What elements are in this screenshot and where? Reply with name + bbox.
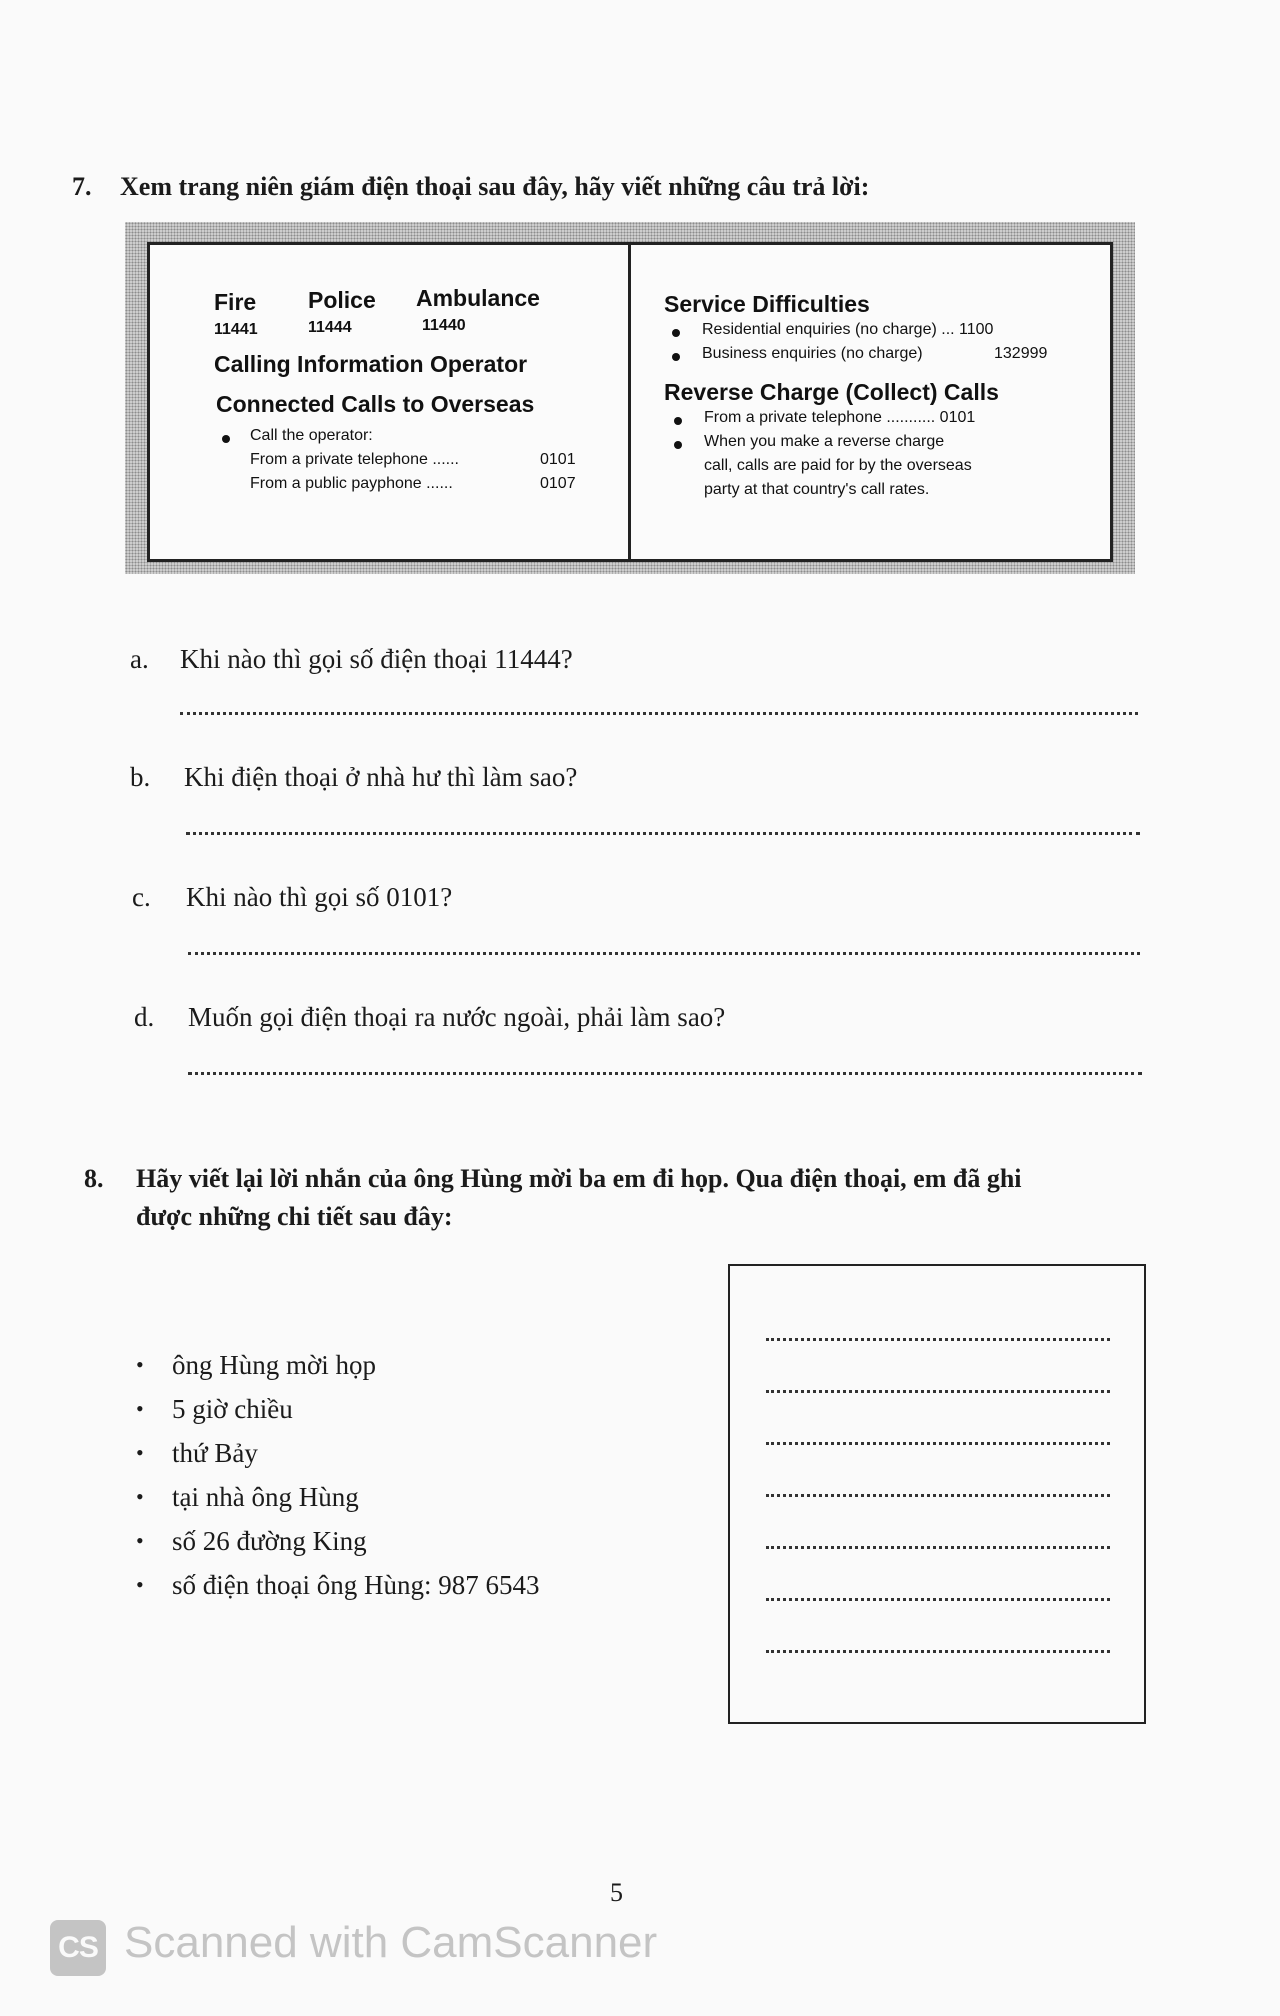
reverse-private-telephone-text: From a private telephone ........... 0101 <box>704 409 976 426</box>
question-d-letter: d. <box>134 1002 155 1032</box>
bullet-icon <box>672 353 680 361</box>
message-answer-line[interactable] <box>766 1598 1110 1601</box>
answer-line-c[interactable] <box>188 952 1140 955</box>
private-telephone-text: From a private telephone ...... <box>250 451 459 468</box>
answer-line-a[interactable] <box>180 712 1138 715</box>
bullet-icon: • <box>136 1396 144 1421</box>
message-answer-line[interactable] <box>766 1390 1110 1393</box>
detail-text: ông Hùng mời họp <box>172 1350 377 1380</box>
emergency-fire-number: 11441 <box>214 321 258 338</box>
bullet-icon: • <box>136 1528 144 1553</box>
detail-list-item <box>136 1394 293 1425</box>
scanner-watermark: Scanned with CamScanner <box>124 1918 658 1967</box>
message-answer-line[interactable] <box>766 1494 1110 1497</box>
panel-divider <box>628 245 631 559</box>
reverse-note-line-1: When you make a reverse charge <box>704 433 945 450</box>
detail-list-item <box>136 1570 539 1601</box>
question-b-text: Khi điện thoại ở nhà hư thì làm sao? <box>184 762 578 792</box>
service-difficulties-heading: Service Difficulties <box>664 291 870 317</box>
reverse-charge-heading: Reverse Charge (Collect) Calls <box>664 379 999 405</box>
emergency-fire-label: Fire <box>214 289 257 315</box>
phone-directory-panel <box>125 222 1135 574</box>
detail-text: tại nhà ông Hùng <box>172 1482 359 1512</box>
bullet-icon: • <box>136 1572 144 1597</box>
question-8-number: 8. <box>84 1164 104 1193</box>
detail-list-item <box>136 1526 367 1557</box>
residential-enquiries-text: Residential enquiries (no charge) ... 1100 <box>702 321 994 338</box>
emergency-police-number: 11444 <box>308 319 352 336</box>
question-8-text-line2: được những chi tiết sau đây: <box>136 1202 453 1231</box>
overseas-heading: Connected Calls to Overseas <box>216 391 535 417</box>
question-a-letter: a. <box>130 644 149 674</box>
emergency-ambulance-label: Ambulance <box>416 285 540 311</box>
message-answer-line[interactable] <box>766 1442 1110 1445</box>
call-operator-text: Call the operator: <box>250 427 373 444</box>
bullet-icon: • <box>136 1484 144 1509</box>
reverse-note-line-2: call, calls are paid for by the overseas <box>704 457 972 474</box>
answer-line-d[interactable] <box>188 1072 1142 1075</box>
question-a-text: Khi nào thì gọi số điện thoại 11444? <box>180 644 573 674</box>
info-operator-heading: Calling Information Operator <box>214 351 528 377</box>
bullet-icon <box>672 329 680 337</box>
answer-line-b[interactable] <box>186 832 1140 835</box>
detail-text: số điện thoại ông Hùng: 987 6543 <box>172 1570 540 1600</box>
bullet-icon <box>674 441 682 449</box>
business-enquiries-text: Business enquiries (no charge) <box>702 345 923 362</box>
emergency-ambulance-number: 11440 <box>422 317 466 334</box>
message-answer-line[interactable] <box>766 1338 1110 1341</box>
public-payphone-number: 0107 <box>540 475 576 492</box>
question-8-text-line1: Hãy viết lại lời nhắn của ông Hùng mời ba em đi họp. Qua điện thoại, em đã ghi <box>136 1164 1022 1193</box>
message-answer-line[interactable] <box>766 1650 1110 1653</box>
question-b-letter: b. <box>130 762 151 792</box>
question-c-letter: c. <box>132 882 151 912</box>
reverse-note-line-3: party at that country's call rates. <box>704 481 930 498</box>
emergency-police-label: Police <box>308 287 376 313</box>
question-7-title <box>72 168 869 206</box>
question-d-text: Muốn gọi điện thoại ra nước ngoài, phải làm sao? <box>188 1002 726 1032</box>
phone-directory-frame <box>147 242 1113 562</box>
private-telephone-number: 0101 <box>540 451 576 468</box>
bullet-icon: • <box>136 1352 144 1377</box>
bullet-icon <box>674 417 682 425</box>
page-number: 5 <box>610 1878 623 1907</box>
question-7-text: Xem trang niên giám điện thoại sau đây, hãy viết những câu trả lời: <box>120 172 870 201</box>
detail-text: thứ Bảy <box>172 1438 258 1468</box>
bullet-icon <box>222 435 230 443</box>
question-c-text: Khi nào thì gọi số 0101? <box>186 882 453 912</box>
detail-text: 5 giờ chiều <box>172 1394 293 1424</box>
detail-list-item <box>136 1482 359 1513</box>
detail-list-item <box>136 1350 376 1381</box>
message-answer-line[interactable] <box>766 1546 1110 1549</box>
question-8-title <box>84 1160 1164 1236</box>
business-enquiries-number: 132999 <box>994 345 1048 362</box>
detail-text: số 26 đường King <box>172 1526 367 1556</box>
public-payphone-text: From a public payphone ...... <box>250 475 453 492</box>
bullet-icon: • <box>136 1440 144 1465</box>
detail-list-item <box>136 1438 258 1469</box>
question-7-number: 7. <box>72 172 92 201</box>
message-answer-box <box>728 1264 1146 1724</box>
camscanner-logo-icon: CS <box>50 1920 106 1976</box>
